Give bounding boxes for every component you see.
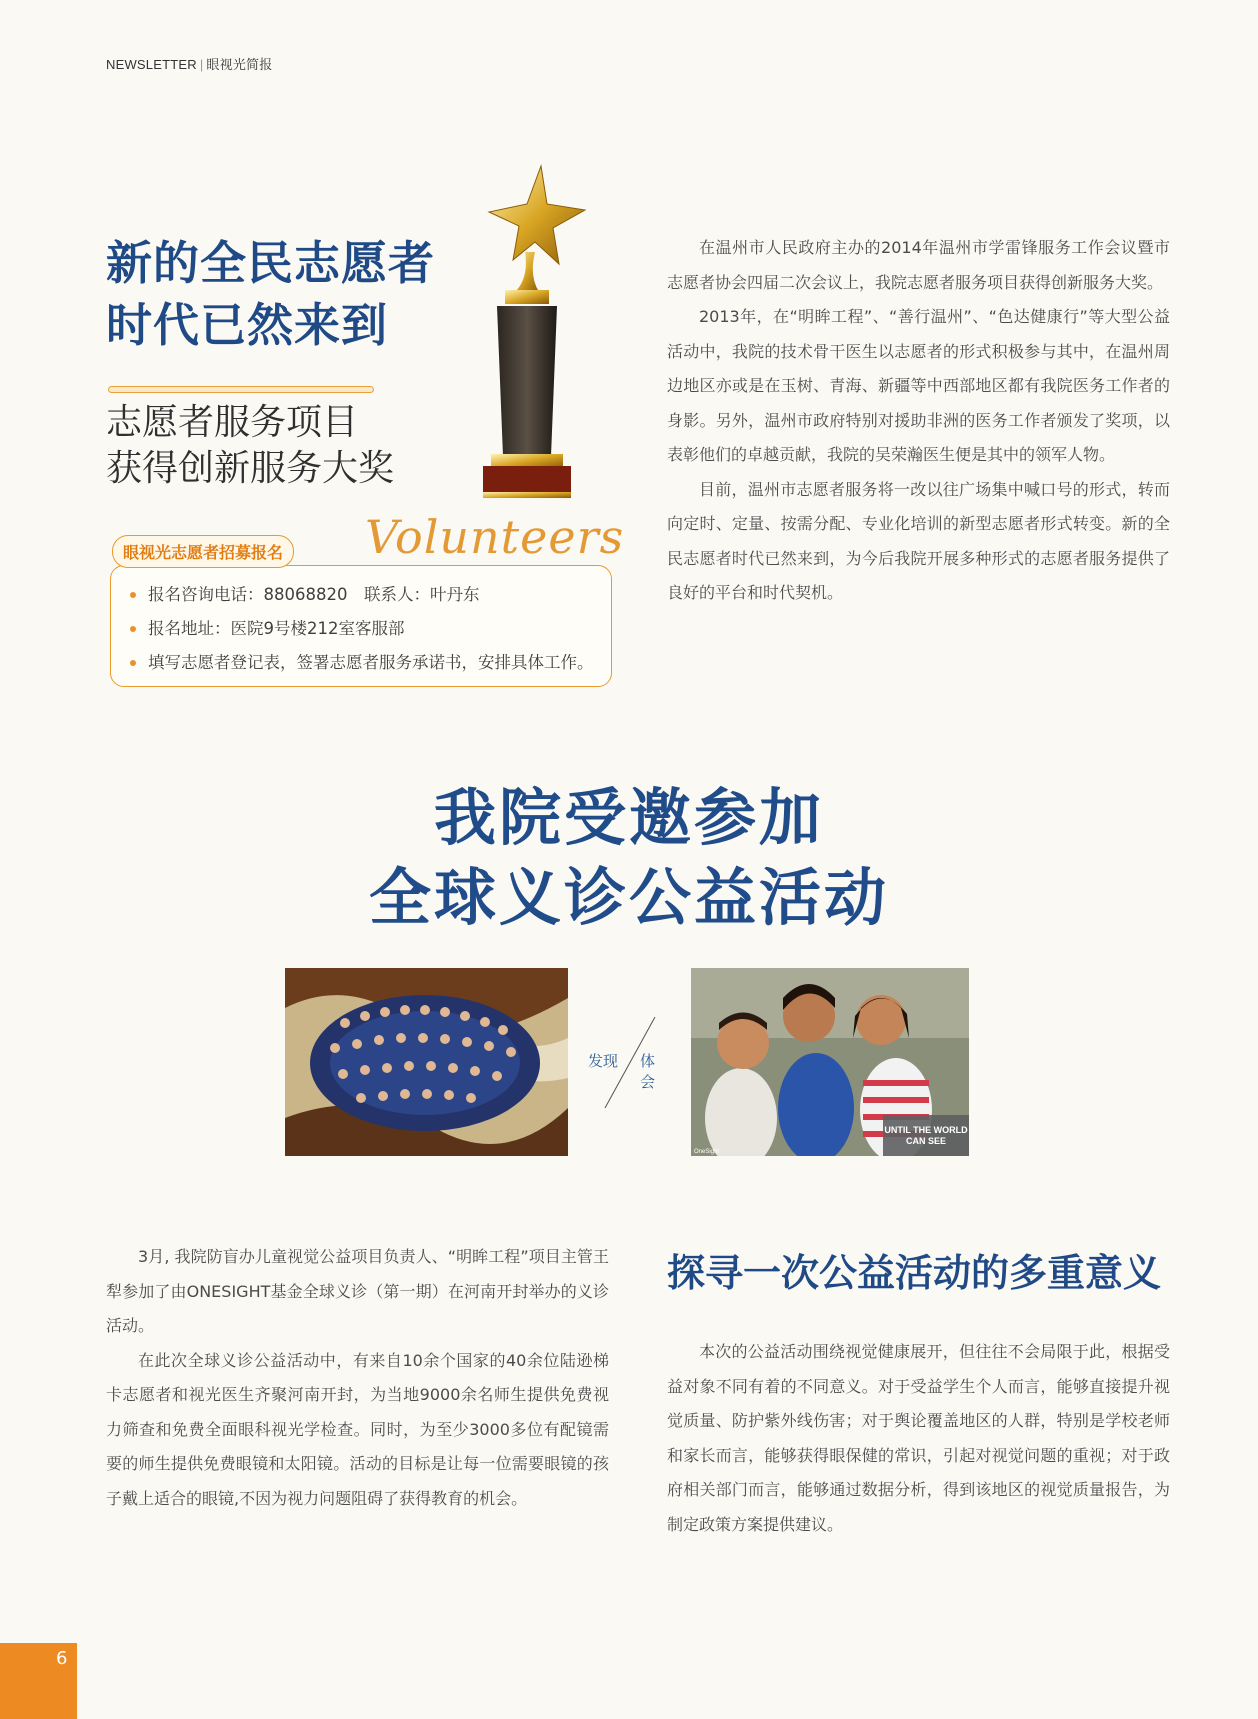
meaning-paragraph-1: 本次的公益活动围绕视觉健康展开，但往往不会局限于此，根据受益对象不同有着的不同意义。对于受益学生个人而言，能够直接提升视觉质量、防护紫外线伤害；对于舆论覆盖地区的人群，特别是学校老师和家长而言，能够获得眼保健的常识，引起对视觉问题的重视；对于政府相关部门而言，能够通过数据分析，得到该地区的视觉质量报告，为制定政策方案提供建议。 [667, 1342, 1170, 1534]
feature-title [106, 232, 435, 356]
section-title-line1: 我院受邀参加 [433, 781, 824, 854]
volunteers-script-text: Volunteers [365, 510, 625, 564]
event-paragraph-2: 在此次全球义诊公益活动中，有来自10余个国家的40余位陆逊梯卡志愿者和视光医生齐聚河南开封，为当地9000余名师生提供免费视力筛查和免费全面眼科视光学检查。同时，为至少3000多位有配镜需要的师生提供免费眼镜和太阳镜。活动的目标是让每一位需要眼镜的孩子戴上适合的眼镜,不因为视力问题阻碍了获得教育的机会。 [106, 1350, 609, 1508]
section-title-line2: 全球义诊公益活动 [368, 861, 889, 934]
award-paragraph-1: 在温州市人民政府主办的2014年温州市学雷锋服务工作会议暨市志愿者协会四届二次会议上，我院志愿者服务项目获得创新服务大奖。 [667, 238, 1170, 292]
page-header: NEWSLETTER | 眼视光简报 [106, 57, 273, 72]
event-article [106, 1240, 609, 1516]
event-paragraph-1: 3月, 我院防盲办儿童视觉公益项目负责人、“明眸工程”项目主管王犁参加了由ONESIGHT基金全球义诊（第一期）在河南开封举办的义诊活动。 [106, 1247, 609, 1335]
feature-subtitle [106, 400, 394, 492]
recruit-item: 报名地址：医院9号楼212室客服部 [128, 612, 594, 646]
photo-caption-line2: CAN SEE [905, 1136, 947, 1146]
meaning-section-title: 探寻一次公益活动的多重意义 [667, 1251, 1162, 1295]
page-number: 6 [56, 1648, 68, 1669]
photo-keywords [588, 1050, 656, 1091]
recruit-item: 填写志愿者登记表，签署志愿者服务承诺书，安排具体工作。 [128, 646, 594, 680]
recruit-item: 报名咨询电话：88068820 联系人：叶丹东 [128, 578, 594, 612]
feature-title-line2: 时代已然来到 [106, 298, 388, 352]
recruit-tag: 眼视光志愿者招募报名 [112, 535, 294, 568]
photo-caption-line1: UNTIL THE WORLD [884, 1125, 968, 1135]
newsletter-name: 眼视光简报 [206, 57, 273, 72]
title-divider [108, 386, 374, 393]
newsletter-label: NEWSLETTER [106, 57, 197, 72]
volunteer-group-photo [285, 968, 568, 1156]
award-paragraph-3: 目前，温州市志愿者服务将一改以往广场集中喊口号的形式，转而向定时、定量、按需分配、专业化培训的新型志愿者形式转变。新的全民志愿者时代已然来到，为今后我院开展多种形式的志愿者服务提供了良好的平台和时代契机。 [667, 479, 1170, 602]
feature-subtitle-line1: 志愿者服务项目 [106, 402, 359, 443]
recruit-list [128, 578, 594, 680]
photo-logo-text: OneSight [694, 1149, 720, 1155]
award-article [667, 231, 1170, 611]
children-glasses-photo [691, 968, 969, 1156]
feature-subtitle-line2: 获得创新服务大奖 [106, 448, 395, 489]
section-title [0, 778, 1258, 938]
keyword-experience: 体会 [640, 1052, 656, 1091]
feature-title-line1: 新的全民志愿者 [106, 236, 435, 290]
trophy-image [455, 160, 595, 510]
award-paragraph-2: 2013年，在“明眸工程”、“善行温州”、“色达健康行”等大型公益活动中，我院的技术骨干医生以志愿者的形式积极参与其中，在温州周边地区亦或是在玉树、青海、新疆等中西部地区都有我院医务工作者的身影。另外，温州市政府特别对援助非洲的医务工作者颁发了奖项，以表彰他们的卓越贡献，我院的吴荣瀚医生便是其中的领军人物。 [667, 307, 1170, 464]
meaning-article [667, 1335, 1170, 1542]
keyword-discover: 发现 [588, 1052, 619, 1070]
